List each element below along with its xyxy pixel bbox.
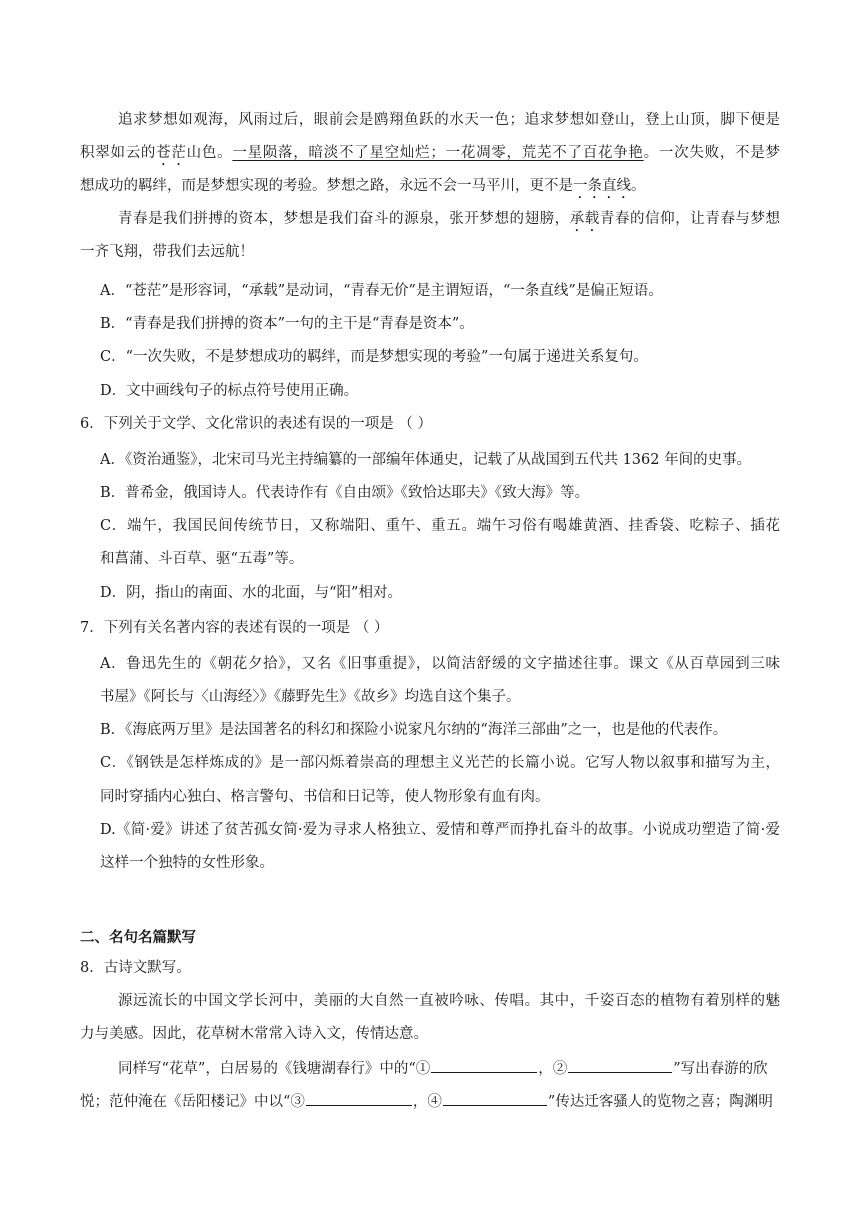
passage-line xyxy=(80,242,254,262)
q6-option-b: B．普希金，俄国诗人。代表诗作有《自由颂》《致恰达耶夫》《致大海》等。 xyxy=(100,485,590,501)
passage-text: 青春的信仰，让青春与梦想 xyxy=(599,211,781,227)
q8-paragraph-line xyxy=(118,991,780,1011)
q8-fill-line xyxy=(118,1058,768,1079)
passage-text: 。 xyxy=(631,178,646,194)
option-text: C．《钢铁是怎样炼成的》是一部闪烁着崇高的理想主义光芒的长篇小说。它写人物以叙事和描写为主， xyxy=(100,755,780,771)
q7-option-b: B．《海底两万里》是法国著名的科幻和探险小说家凡尔纳的“海洋三部曲”之一，也是他的代表作。 xyxy=(100,722,728,738)
q6-option-d: D．阴，指山的南面、水的北面，与“阳”相对。 xyxy=(100,585,402,601)
q8-fill-line xyxy=(80,1091,773,1112)
q7-option-d-cont: 这样一个独特的女性形象。 xyxy=(100,855,274,871)
answer-blank-3[interactable] xyxy=(306,1091,412,1106)
passage-text: ”传达迁客骚人的览物之喜；陶渊明 xyxy=(547,1094,773,1110)
passage-text: 。一次失败，不是梦 xyxy=(643,145,781,161)
passage-line xyxy=(118,110,780,130)
passage-text: 一齐飞翔，带我们去远航！ xyxy=(80,244,254,260)
passage-text: ”写出春游的欣 xyxy=(673,1061,768,1077)
passage-text: 追求梦想如观海，风雨过后，眼前会是鸥翔鱼跃的水天一色；追求梦想如登山，登上山顶，脚下便是 xyxy=(118,112,780,128)
emphasized-word: 承载 xyxy=(569,211,600,227)
q7-option-c xyxy=(100,753,780,773)
q6-option-a: A．《资治通鉴》，北宋司马光主持编纂的一部编年体通史，记载了从战国到五代共 1362 年间的史事。 xyxy=(100,452,752,468)
option-text: D.《简·爱》讲述了贫苦孤女简·爱为寻求人格独立、爱情和尊严而挣扎奋斗的故事。小说成功塑造了简·爱 xyxy=(100,822,780,838)
q5-option-c: C．“一次失败，不是梦想成功的羁绊，而是梦想实现的考验”一句属于递进关系复句。 xyxy=(100,349,648,365)
passage-line xyxy=(118,209,780,235)
answer-blank-2[interactable] xyxy=(568,1058,672,1073)
q7-stem: 7．下列有关名著内容的表述有误的一项是 （ ） xyxy=(80,620,389,636)
option-text: C．端午，我国民间传统节日，又称端阳、重午、重五。端午习俗有喝雄黄酒、挂香袋、吃粽子、插花 xyxy=(100,518,780,534)
q5-option-b: B．“青春是我们拼搏的资本”一句的主干是“青春是资本”。 xyxy=(100,316,474,332)
passage-text: 山色。 xyxy=(186,145,233,161)
option-text: A．鲁迅先生的《朝花夕拾》，又名《旧事重提》，以简洁舒缓的文字描述往事。课文《从百草园到三味 xyxy=(100,656,780,672)
passage-text: 想成功的羁绊，而是梦想实现的考验。梦想之路，永远不会一马平川，更不是 xyxy=(80,178,573,194)
q6-option-c-cont: 和菖蒲、斗百草、驱“五毒”等。 xyxy=(100,551,304,567)
q8-stem: 8．古诗文默写。 xyxy=(80,960,191,976)
q5-option-a: A．“苍茫”是形容词，“承载”是动词，“青春无价”是主谓短语，“一条直线”是偏正短语。 xyxy=(100,283,663,299)
q7-option-a-cont: 书屋》《阿长与〈山海经〉》《藤野先生》《故乡》均选自这个集子。 xyxy=(100,689,521,705)
q5-option-d: D．文中画线句子的标点符号使用正确。 xyxy=(100,383,359,399)
emphasized-word: 苍茫 xyxy=(156,145,187,161)
section-heading: 二、名句名篇默写 xyxy=(80,930,196,946)
passage-text: 积翠如云的 xyxy=(80,145,157,161)
emphasized-word: 一条直线 xyxy=(573,178,631,194)
passage-line xyxy=(80,143,780,169)
passage-text: ，② xyxy=(538,1061,568,1077)
passage-line xyxy=(80,176,646,202)
passage-text: ，④ xyxy=(412,1094,442,1110)
q7-option-a xyxy=(100,654,780,674)
passage-text: 源远流长的中国文学长河中，美丽的大自然一直被吟咏、传唱。其中，千姿百态的植物有着别样的魅 xyxy=(118,993,780,1009)
q6-stem: 6．下列关于文学、文化常识的表述有误的一项是 （ ） xyxy=(80,416,432,432)
answer-blank-1[interactable] xyxy=(431,1058,537,1073)
q6-option-c xyxy=(100,516,780,536)
q7-option-d xyxy=(100,820,780,840)
passage-text: 悦；范仲淹在《岳阳楼记》中以“③ xyxy=(80,1094,305,1110)
answer-blank-4[interactable] xyxy=(443,1091,547,1106)
underlined-sentence: 一星陨落，暗淡不了星空灿烂；一花凋零，荒芜不了百花争艳 xyxy=(232,145,644,161)
q7-option-c-cont: 同时穿插内心独白、格言警句、书信和日记等，使人物形象有血有肉。 xyxy=(100,789,550,805)
q8-paragraph-line: 力与美感。因此，花草树木常常入诗入文，传情达意。 xyxy=(80,1026,428,1042)
passage-text: 青春是我们拼搏的资本，梦想是我们奋斗的源泉，张开梦想的翅膀， xyxy=(118,211,570,227)
passage-text: 同样写“花草”，白居易的《钱塘湖春行》中的“① xyxy=(118,1061,431,1077)
